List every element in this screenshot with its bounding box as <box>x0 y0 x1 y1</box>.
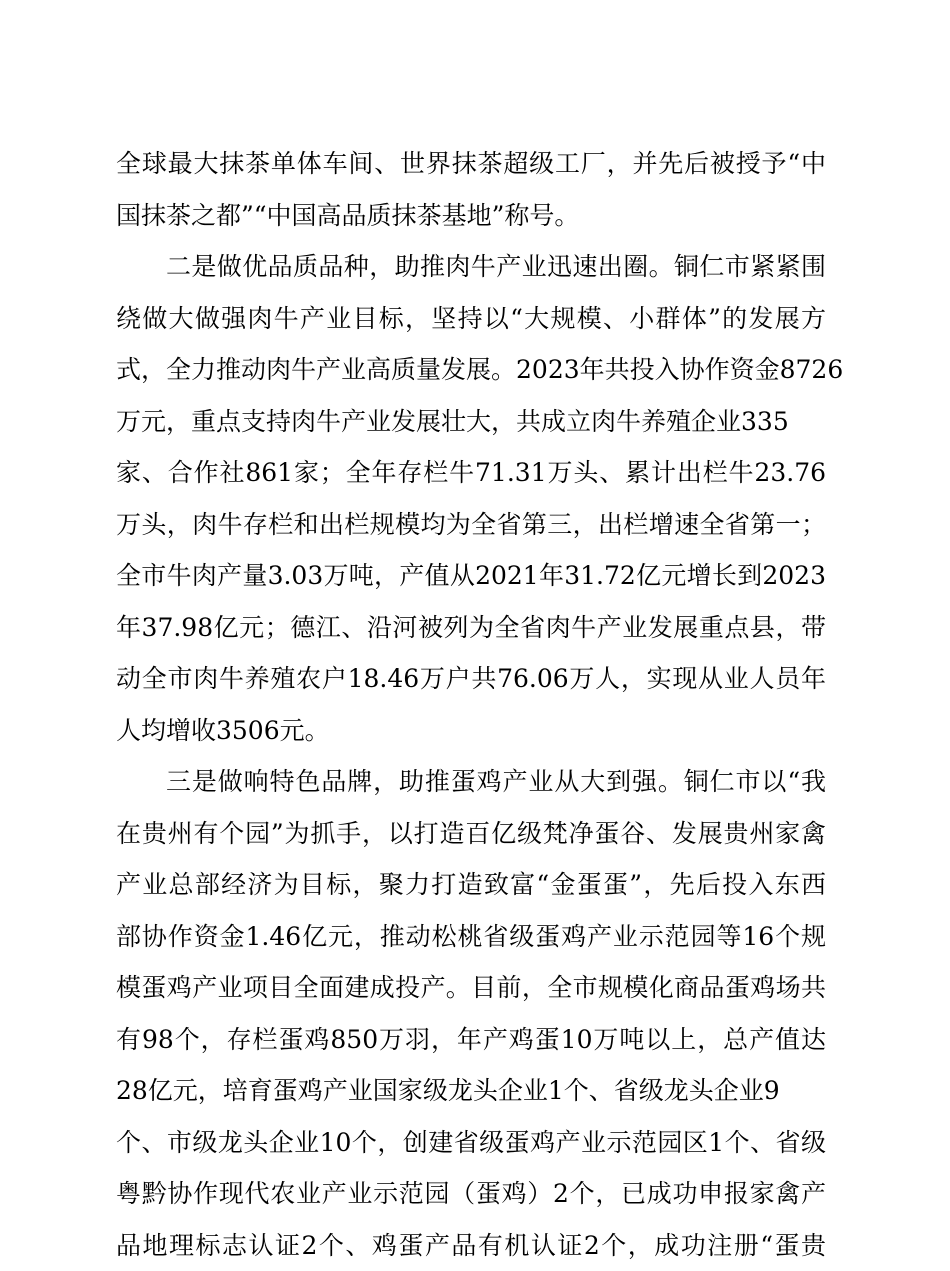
text-line: 人均增收3506元。 <box>116 705 826 757</box>
text-line: 粤黔协作现代农业产业示范园（蛋鸡）2个，已成功申报家禽产 <box>116 1168 826 1220</box>
text-line: 家、合作社861家；全年存栏牛71.31万头、累计出栏牛23.76 <box>116 447 826 499</box>
paragraph-beef-cattle <box>116 241 826 756</box>
text-line: 万元，重点支持肉牛产业发展壮大，共成立肉牛养殖企业335 <box>116 396 826 448</box>
text-line: 万头，肉牛存栏和出栏规模均为全省第三，出栏增速全省第一； <box>116 499 826 551</box>
text-line: 二是做优品质品种，助推肉牛产业迅速出圈。铜仁市紧紧围 <box>116 241 826 293</box>
paragraph-tea-continuation <box>116 138 826 241</box>
text-line: 年37.98亿元；德江、沿河被列为全省肉牛产业发展重点县，带 <box>116 602 826 654</box>
text-line: 动全市肉牛养殖农户18.46万户共76.06万人，实现从业人员年 <box>116 653 826 705</box>
text-line: 式，全力推动肉牛产业高质量发展。2023年共投入协作资金8726 <box>116 344 826 396</box>
text-line: 全球最大抹茶单体车间、世界抹茶超级工厂，并先后被授予“中 <box>116 138 826 190</box>
text-line: 三是做响特色品牌，助推蛋鸡产业从大到强。铜仁市以“我 <box>116 756 826 808</box>
text-line: 全市牛肉产量3.03万吨，产值从2021年31.72亿元增长到2023 <box>116 550 826 602</box>
text-line: 模蛋鸡产业项目全面建成投产。目前，全市规模化商品蛋鸡场共 <box>116 962 826 1014</box>
text-line: 个、市级龙头企业10个，创建省级蛋鸡产业示范园区1个、省级 <box>116 1117 826 1169</box>
text-line: 品地理标志认证2个、鸡蛋产品有机认证2个，成功注册“蛋贵 <box>116 1220 826 1271</box>
text-line: 有98个，存栏蛋鸡850万羽，年产鸡蛋10万吨以上，总产值达 <box>116 1014 826 1066</box>
text-line: 绕做大做强肉牛产业目标，坚持以“大规模、小群体”的发展方 <box>116 293 826 345</box>
text-line: 部协作资金1.46亿元，推动松桃省级蛋鸡产业示范园等16个规 <box>116 911 826 963</box>
text-line: 产业总部经济为目标，聚力打造致富“金蛋蛋”，先后投入东西 <box>116 859 826 911</box>
document-body <box>116 138 826 1271</box>
text-line: 国抹茶之都”“中国高品质抹茶基地”称号。 <box>116 190 826 242</box>
text-line: 在贵州有个园”为抓手，以打造百亿级梵净蛋谷、发展贵州家禽 <box>116 808 826 860</box>
paragraph-laying-hens <box>116 756 826 1271</box>
text-line: 28亿元，培育蛋鸡产业国家级龙头企业1个、省级龙头企业9 <box>116 1065 826 1117</box>
